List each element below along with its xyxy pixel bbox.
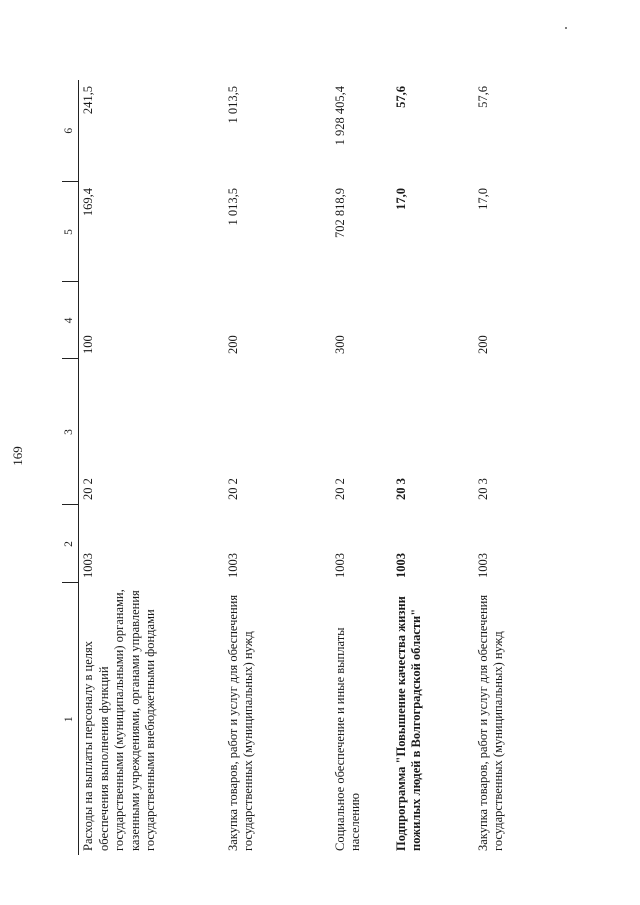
row-code-section: 1003 [81, 553, 95, 578]
table-header-row [62, 80, 79, 855]
budget-table [62, 80, 534, 855]
row-value-5: 17,0 [475, 188, 490, 210]
row-code-expense: 300 [332, 335, 347, 354]
row-value-6: 241,5 [81, 86, 95, 115]
row-code-expense: 200 [475, 335, 490, 354]
page-number: 169 [10, 446, 25, 466]
row-code-program: 20 2 [81, 478, 95, 500]
row-name: Подпрограмма "Повышение качества жизни пожилых людей в Волгоградской области" [393, 596, 423, 851]
header-cell: 6 [62, 80, 79, 182]
header-cell: 5 [62, 182, 79, 282]
table-row [474, 80, 534, 855]
row-code-expense: 200 [225, 335, 240, 354]
row-code-program: 20 2 [225, 478, 240, 500]
table-row [331, 80, 392, 855]
row-value-6: 57,6 [393, 86, 408, 108]
row-code-program: 20 2 [332, 478, 347, 500]
row-value-5: 1 013,5 [225, 188, 240, 226]
row-code-section: 1003 [393, 553, 408, 578]
row-name: Социальное обеспечение и иные выплаты населению [332, 627, 362, 851]
header-cell: 2 [62, 505, 79, 583]
row-code-section: 1003 [225, 553, 240, 578]
row-code-program: 20 3 [475, 478, 490, 500]
scan-speck [565, 27, 567, 29]
header-cell: 1 [62, 583, 79, 855]
table-row [79, 80, 224, 855]
row-code-section: 1003 [332, 553, 347, 578]
table-row [224, 80, 331, 855]
row-value-5: 17,0 [393, 188, 408, 210]
row-code-program: 20 3 [393, 478, 408, 500]
row-name: Закупка товаров, работ и услуг для обеспечения государственных (муниципальных) нужд [225, 594, 255, 851]
header-cell: 3 [62, 359, 79, 505]
row-value-6: 1 928 405,4 [332, 86, 347, 146]
table-row-subprogram [392, 80, 474, 855]
row-value-5: 702 818,9 [332, 188, 347, 238]
row-code-expense: 100 [81, 335, 95, 354]
row-name: Закупка товаров, работ и услуг для обеспечения государственных (муниципальных) нужд [475, 594, 505, 851]
budget-table-rotated [62, 80, 542, 855]
row-name: Расходы на выплаты персоналу в целях обеспечения выполнения функций государственными (муниципальными) органами, казенными учреждениями, органами управления государственными внебюджетными фондами [81, 589, 157, 851]
row-value-5: 169,4 [81, 188, 95, 217]
header-cell: 4 [62, 282, 79, 359]
row-value-6: 57,6 [475, 86, 490, 108]
row-code-expense [392, 282, 474, 359]
row-code-section: 1003 [475, 553, 490, 578]
row-value-6: 1 013,5 [225, 86, 240, 124]
